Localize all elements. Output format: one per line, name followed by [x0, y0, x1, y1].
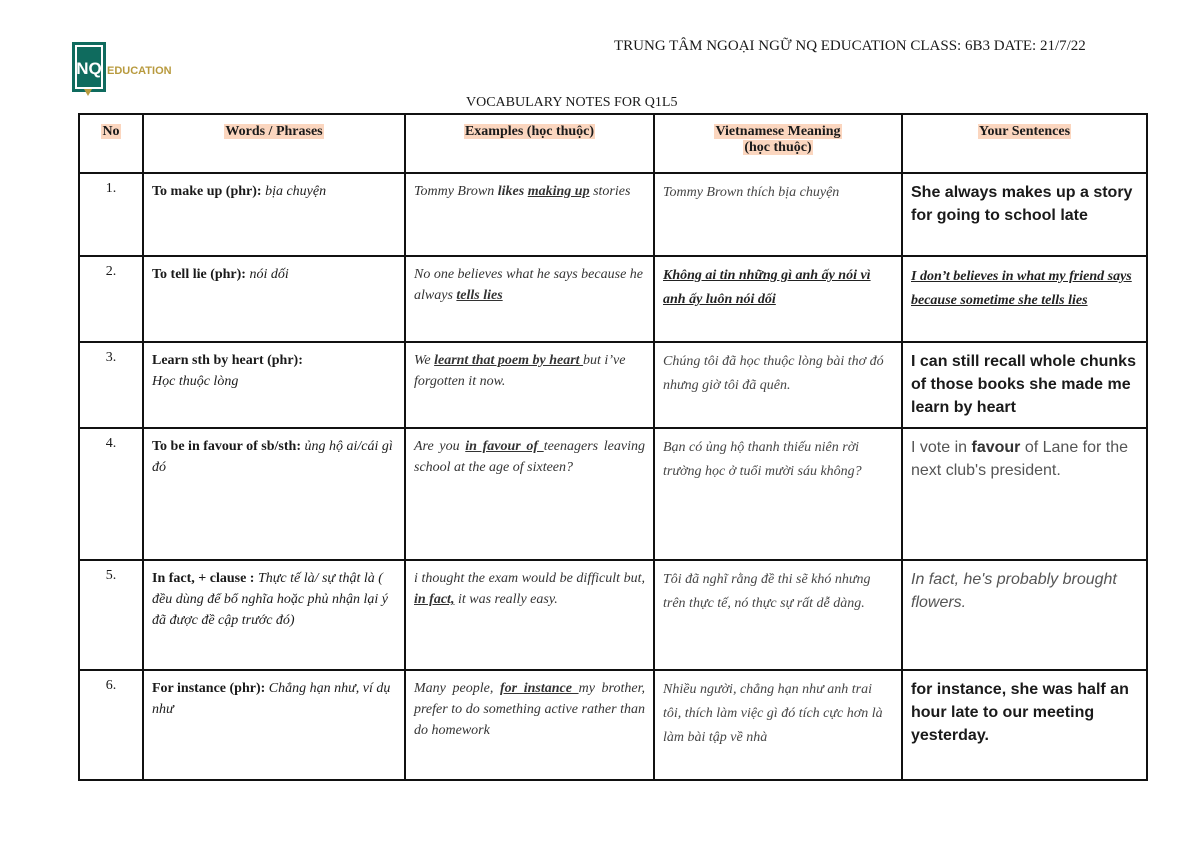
- sentence-cell: I vote in favour of Lane for the next club's president.: [902, 428, 1147, 560]
- example-cell: Many people, for instance my brother, prefer to do something active rather than do homework: [405, 670, 654, 780]
- svg-text:NQ: NQ: [76, 59, 102, 78]
- header-no: No: [79, 114, 143, 173]
- header-sentences: Your Sentences: [902, 114, 1147, 173]
- header-examples: Examples (học thuộc): [405, 114, 654, 173]
- word-cell: For instance (phr): Chẳng hạn như, ví dụ như: [143, 670, 405, 780]
- header-info: TRUNG TÂM NGOẠI NGỮ NQ EDUCATION CLASS: 6B3 DATE: 21/7/22: [614, 38, 1086, 54]
- header-meaning: Vietnamese Meaning (học thuộc): [654, 114, 902, 173]
- meaning-cell: Tommy Brown thích bịa chuyện: [654, 173, 902, 256]
- row-number: 5.: [79, 560, 143, 670]
- example-cell: Are you in favour of teenagers leaving school at the age of sixteen?: [405, 428, 654, 560]
- example-cell: i thought the exam would be difficult but, in fact, it was really easy.: [405, 560, 654, 670]
- sentence-cell: I can still recall whole chunks of those books she made me learn by heart: [902, 342, 1147, 428]
- word-cell: Learn sth by heart (phr): Học thuộc lòng: [143, 342, 405, 428]
- example-cell: We learnt that poem by heart but i’ve forgotten it now.: [405, 342, 654, 428]
- table-row: [79, 670, 1147, 780]
- table-row: [79, 560, 1147, 670]
- table-row: [79, 256, 1147, 342]
- table-row: [79, 173, 1147, 256]
- table-row: [79, 342, 1147, 428]
- document-title: VOCABULARY NOTES FOR Q1L5: [466, 95, 678, 110]
- meaning-cell: Nhiều người, chẳng hạn như anh trai tôi, thích làm việc gì đó tích cực hơn là làm bài tập về nhà: [654, 670, 902, 780]
- word-cell: To be in favour of sb/sth: ủng hộ ai/cái gì đó: [143, 428, 405, 560]
- vocabulary-table: [78, 113, 1148, 781]
- example-cell: Tommy Brown likes making up stories: [405, 173, 654, 256]
- meaning-cell: Tôi đã nghĩ rằng đề thi sẽ khó nhưng trên thực tế, nó thực sự rất dễ dàng.: [654, 560, 902, 670]
- example-cell: No one believes what he says because he always tells lies: [405, 256, 654, 342]
- row-number: 2.: [79, 256, 143, 342]
- word-cell: To tell lie (phr): nói dối: [143, 256, 405, 342]
- logo-graphic: [72, 40, 172, 98]
- meaning-cell: Bạn có ủng hộ thanh thiếu niên rời trường học ở tuổi mười sáu không?: [654, 428, 902, 560]
- row-number: 1.: [79, 173, 143, 256]
- sentence-cell: In fact, he's probably brought flowers.: [902, 560, 1147, 670]
- sentence-cell: She always makes up a story for going to school late: [902, 173, 1147, 256]
- meaning-cell: Chúng tôi đã học thuộc lòng bài thơ đó nhưng giờ tôi đã quên.: [654, 342, 902, 428]
- row-number: 6.: [79, 670, 143, 780]
- table-header-row: [79, 114, 1147, 173]
- table-row: [79, 428, 1147, 560]
- word-cell: In fact, + clause : Thực tế là/ sự thật là ( đều dùng để bổ nghĩa hoặc phủ nhận lại ý đã được đề cập trước đó): [143, 560, 405, 670]
- row-number: 4.: [79, 428, 143, 560]
- header-words: Words / Phrases: [143, 114, 405, 173]
- svg-text:EDUCATION: EDUCATION: [107, 65, 172, 77]
- sentence-cell: I don’t believes in what my friend says because sometime she tells lies: [902, 256, 1147, 342]
- word-cell: To make up (phr): bịa chuyện: [143, 173, 405, 256]
- logo: [72, 40, 172, 98]
- sentence-cell: for instance, she was half an hour late to our meeting yesterday.: [902, 670, 1147, 780]
- meaning-cell: Không ai tin những gì anh ấy nói vì anh ấy luôn nói dối: [654, 256, 902, 342]
- row-number: 3.: [79, 342, 143, 428]
